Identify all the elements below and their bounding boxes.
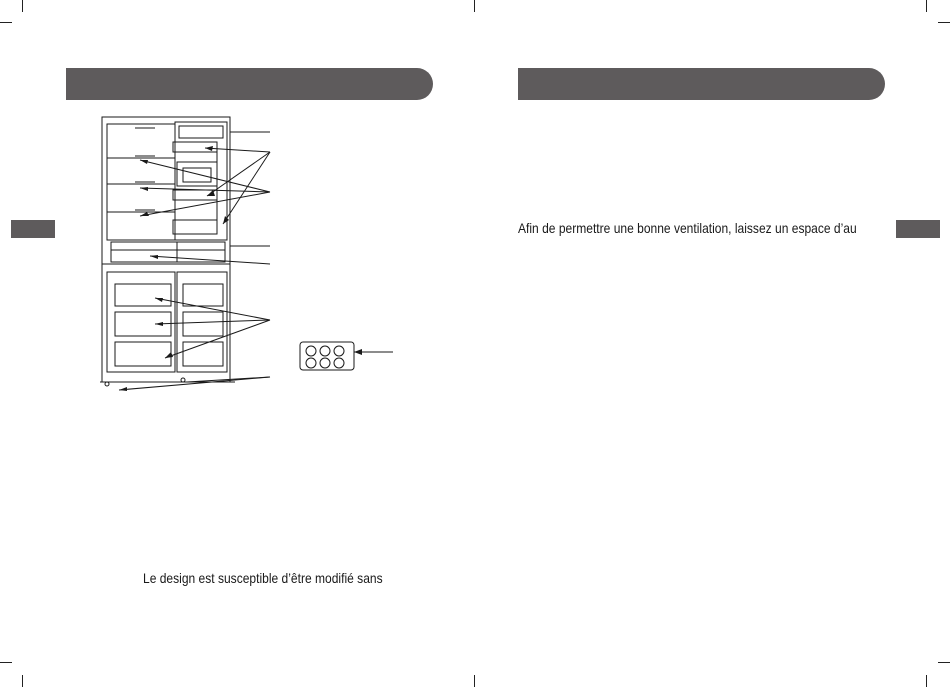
left-side-tab	[11, 220, 55, 238]
crop-mark	[474, 0, 475, 12]
crop-mark	[926, 675, 927, 687]
crop-mark	[0, 662, 12, 663]
left-caption: Le design est susceptible d’être modifié sans	[143, 570, 383, 586]
refrigerator-diagram	[95, 112, 495, 402]
right-side-tab	[896, 220, 940, 238]
crop-mark	[22, 0, 23, 12]
right-section-header-bar	[518, 68, 885, 100]
crisper-drawer	[111, 242, 225, 262]
crop-mark	[474, 675, 475, 687]
left-section-header-bar	[66, 68, 433, 100]
freezer-drawer	[115, 284, 171, 306]
crop-mark	[938, 22, 950, 23]
crop-mark	[926, 0, 927, 12]
door-shelf	[173, 220, 217, 234]
crop-mark	[0, 22, 12, 23]
freezer-drawer	[115, 342, 171, 366]
crop-mark	[22, 675, 23, 687]
crop-mark	[938, 662, 950, 663]
right-ventilation-text: Afin de permettre une bonne ventilation, laissez un espace d’au	[518, 220, 857, 236]
